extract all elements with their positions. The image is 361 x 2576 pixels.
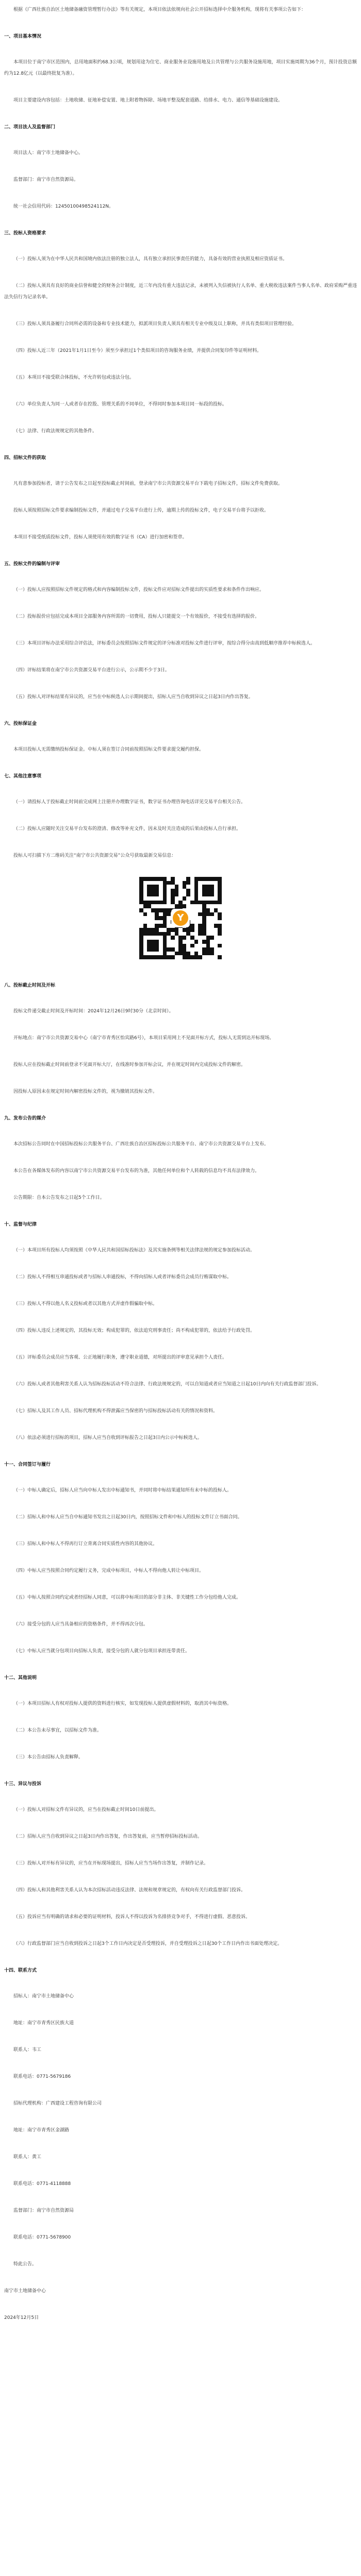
paragraph: （二）招标人应当自收到异议之日起3日内作出答复，作出答复前，应当暂停招标投标活动。: [13, 1834, 202, 1839]
contact-line: 联系人：黄工: [13, 2155, 42, 2160]
paragraph: 公告期限：自本公告发布之日起5个工作日。: [13, 1195, 105, 1200]
paragraph: （五）投诉应当有明确的请求和必要的证明材料，投诉人不得以投诉为名排挤竞争对手，不得进行虚假、恶意投诉。: [13, 1914, 251, 1920]
paragraph: （四）投标人和其他利害关系人认为本次招标活动违反法律、法规和规章规定的，有权向有关行政监督部门投诉。: [13, 1888, 246, 1893]
paragraph: 本项目投标人无需缴纳投标保证金。中标人须在签订合同前按照招标文件要求提交履约担保。: [13, 747, 204, 752]
paragraph: 本次招标公告同时在中国招标投标公共服务平台、广西壮族自治区招标投标公共服务平台、南宁市公共资源交易平台上发布。: [13, 1142, 269, 1147]
paragraph: （一）投标人应按照招标文件规定的格式和内容编制投标文件，投标文件应对招标文件提出的实质性要求和条件作出响应。: [13, 587, 265, 592]
paragraph: （一）投标人对招标文件有异议的，应当在投标截止时间10日前提出。: [13, 1807, 159, 1812]
section-heading: 一、项目基本情况: [4, 34, 42, 39]
paragraph: （三）投标人须具备履行合同所必需的设备和专业技术能力，拟派项目负责人须具有相关专业中级及以上职称，并具有类似项目管理经验。: [13, 321, 297, 327]
paragraph: 投标人应在投标截止时间前登录不见面开标大厅，在线准时参加开标会议，并在规定时间内完成投标文件的解密。: [13, 1062, 246, 1067]
qr-code-container: [4, 877, 357, 959]
paragraph: 投标人须按照招标文件要求编制投标文件，并通过电子交易平台进行上传，逾期上传的投标文件，电子交易平台将予以拒收。: [13, 508, 269, 513]
paragraph: （四）中标人应当按照合同约定履行义务，完成中标项目，中标人不得向他人转让中标项目。: [13, 1568, 204, 1573]
paragraph: 项目法人：南宁市土地储备中心。: [13, 150, 84, 156]
qr-logo-icon: Y: [171, 909, 190, 927]
qr-code[interactable]: [139, 877, 222, 959]
section-heading: 八、投标截止时间及开标: [4, 983, 56, 988]
contact-line: 地址：南宁市青秀区民族大道: [13, 2021, 74, 2026]
paragraph: 监督部门：南宁市自然资源局。: [13, 177, 79, 182]
paragraph: （五）中标人按照合同约定或者经招标人同意，可以将中标项目的部分非主体、非关键性工作分包给他人完成。: [13, 1595, 241, 1600]
paragraph: 凡有意参加投标者，请于公告发布之日起至投标截止时间前，登录南宁市公共资源交易平台下载电子招标文件，招标文件免费获取。: [13, 481, 283, 486]
paragraph: （七）法律、行政法规规定的其他条件。: [13, 429, 97, 434]
paragraph: 开标地点：南宁市公共资源交易中心（南宁市青秀区怡宾路6号），本项目采用网上不见面开标方式，投标人无需到达开标现场。: [13, 1036, 274, 1041]
paragraph: （一）中标人确定后，招标人应当向中标人发出中标通知书，并同时将中标结果通知所有未中标的投标人。: [13, 1488, 232, 1493]
paragraph: （三）本公告由招标人负责解释。: [13, 1755, 84, 1760]
paragraph: 本项目位于南宁市区范围内，总用地面积约68.3公顷，规划用途为住宅、商业服务业设施用地及公共管理与公共服务设施用地，项目实施周期为36个月，预计投资总额约为12.8亿元（以最终批复为准）。: [4, 60, 357, 76]
paragraph: （四）投标人近三年（2021年1月1日至今）须至少承担过1个类似项目的咨询服务业绩，并提供合同复印件等证明材料。: [13, 348, 262, 353]
paragraph: （一）投标人须为在中华人民共和国境内依法注册的独立法人，具有独立承担民事责任的能力，具备有效的营业执照及相应资质证书。: [13, 257, 288, 262]
contact-line: 联系电话：0771-5679186: [13, 2074, 71, 2079]
paragraph: （三）投标人对开标有异议的，应当在开标现场提出，招标人应当当场作出答复，并制作记录。: [13, 1861, 209, 1866]
signature-org: 南宁市土地储备中心: [4, 2289, 46, 2294]
section-heading: 十二、其他说明: [4, 1675, 37, 1681]
paragraph: （六）单位负责人为同一人或者存在控股、管理关系的不同单位，不得同时参加本项目同一标段的投标。: [13, 402, 227, 407]
paragraph: （六）行政监督部门应当自收到投诉之日起3个工作日内决定是否受理投诉，并自受理投诉之日起30个工作日内作出书面处理决定。: [13, 1941, 283, 1946]
contact-line: 联系电话：0771-5678900: [13, 2235, 71, 2240]
paragraph: （二）投标人应随时关注交易平台发布的澄清、修改等补充文件，因未及时关注造成的后果由投标人自行承担。: [13, 826, 241, 832]
paragraph: （五）评标委员会成员应当客观、公正地履行职务，遵守职业道德，对所提出的评审意见承担个人责任。: [13, 1355, 227, 1360]
paragraph: （五）投标人对评标结果有异议的，应当在中标候选人公示期间提出，招标人应当自收到异议之日起3日内作出答复。: [13, 694, 253, 700]
paragraph: 统一社会信用代码：12450100498524112N。: [13, 204, 114, 209]
paragraph: （六）投标人或者其他利害关系人认为招标投标活动不符合法律、行政法规规定的，可以自知道或者应当知道之日起10日内向有关行政监督部门投诉。: [13, 1382, 321, 1387]
contact-line: 联系人：韦工: [13, 2047, 42, 2053]
document: [4, 0, 357, 2324]
paragraph: （二）投标报价应包括完成本项目全部服务内容所需的一切费用，投标人只能提交一个有效报价，不接受有选择的报价。: [13, 614, 260, 619]
contact-line: 监督部门：南宁市自然资源局: [13, 2208, 74, 2213]
section-heading: 四、招标文件的获取: [4, 455, 46, 461]
paragraph: （二）招标人和中标人应当自中标通知书发出之日起30日内，按照招标文件和中标人的投标文件订立书面合同。: [13, 1515, 242, 1520]
paragraph: （三）本项目评标办法采用综合评估法，评标委员会按照招标文件规定的评分标准对投标文件进行评审，按综合得分由高到低顺序推荐中标候选人。: [13, 641, 316, 646]
section-heading: 七、其他注意事项: [4, 774, 42, 779]
paragraph: （二）投标人不得相互串通投标或者与招标人串通投标，不得向招标人或者评标委员会成员行贿谋取中标。: [13, 1275, 232, 1280]
paragraph: 因投标人原因未在规定时间内解密投标文件的，视为撤销其投标文件。: [13, 1089, 158, 1094]
paragraph: （三）投标人不得以他人名义投标或者以其他方式弄虚作假骗取中标。: [13, 1301, 158, 1307]
paragraph: （五）本项目不接受联合体投标，不允许转包或违法分包。: [13, 375, 135, 380]
section-heading: 十、监督与纪律: [4, 1222, 37, 1227]
section-heading: 九、发布公告的媒介: [4, 1116, 46, 1121]
paragraph: （七）中标人应当就分包项目向招标人负责，接受分包的人就分包项目承担连带责任。: [13, 1649, 190, 1654]
paragraph: （一）本项目所有投标人均须按照《中华人民共和国招标投标法》及其实施条例等相关法律法规的规定参加投标活动。: [13, 1248, 255, 1253]
section-heading: 十一、合同签订与履行: [4, 1462, 51, 1467]
paragraph: （一）本项目招标人有权对投标人提供的资料进行核实，如发现投标人提供虚假材料的，取消其中标资格。: [13, 1701, 232, 1706]
section-heading: 五、投标文件的编制与评审: [4, 562, 60, 567]
paragraph: （四）评标结果将在南宁市公共资源交易平台进行公示，公示期不少于3日。: [13, 668, 170, 673]
closing-line: 特此公告。: [13, 2262, 37, 2267]
signature-date: 2024年12月5日: [4, 2315, 39, 2320]
contact-line: 招标人：南宁市土地储备中心: [13, 1994, 74, 1999]
paragraph: 投标人可扫描下方二维码关注“南宁市公共资源交易”公众号获取最新交易信息：: [13, 853, 176, 858]
paragraph: 项目主要建设内容包括：土地收储、征地补偿安置、地上附着物拆除、场地平整及配套道路、给排水、电力、通信等基础设施建设。: [13, 98, 283, 103]
section-heading: 二、项目法人及监督部门: [4, 125, 56, 130]
section-heading: 三、投标人资格要求: [4, 231, 46, 236]
contact-line: 联系电话：0771-4118888: [13, 2181, 71, 2187]
paragraph: （六）接受分包的人应当具备相应的资格条件，并不得再次分包。: [13, 1622, 149, 1627]
paragraph: 本公告在各媒体发布的内容以南宁市公共资源交易平台发布的为准，其他任何单位和个人转载的信息均不具有法律效力。: [13, 1168, 260, 1174]
section-heading: 十四、联系方式: [4, 1968, 37, 1973]
paragraph: 本项目不接受纸质投标文件，投标人须使用有效的数字证书（CA）进行加密和签章。: [13, 535, 187, 540]
contact-line: 招标代理机构：广西建设工程咨询有限公司: [13, 2101, 102, 2106]
section-heading: 六、投标保证金: [4, 721, 37, 726]
contact-line: 地址：南宁市青秀区金湖路: [13, 2128, 70, 2133]
paragraph: （四）投标人违反上述规定的，其投标无效；构成犯罪的，依法追究刑事责任；尚不构成犯罪的，依法给予行政处罚。: [13, 1328, 255, 1333]
paragraph: （七）招标人及其工作人员、招标代理机构不得泄露应当保密的与招标投标活动有关的情况和资料。: [13, 1409, 218, 1414]
paragraph: （三）招标人和中标人不得再行订立背离合同实质性内容的其他协议。: [13, 1541, 158, 1547]
paragraph: 投标文件递交截止时间及开标时间：2024年12月26日9时30分（北京时间）。: [13, 1009, 174, 1014]
paragraph: （八）依法必须进行招标的项目，招标人应当自收到评标报告之日起3日内公示中标候选人。: [13, 1435, 202, 1440]
paragraph: （二）本公告未尽事宜，以招标文件为准。: [13, 1728, 102, 1733]
intro-paragraph: 根据《广西壮族自治区土地储备融资管理暂行办法》等有关规定，本项目依法依规向社会公开招标选择中介服务机构，现将有关事项公告如下：: [13, 7, 306, 12]
paragraph: （一）请投标人于投标截止时间前完成网上注册并办理数字证书，数字证书办理咨询电话详见交易平台相关公告。: [13, 800, 246, 805]
section-heading: 十三、异议与投诉: [4, 1782, 42, 1787]
paragraph: （二）投标人须具有良好的商业信誉和健全的财务会计制度，近三年内没有重大违法记录，未被列入失信被执行人名单、重大税收违法案件当事人名单、政府采购严重违法失信行为记录名单。: [4, 283, 357, 300]
